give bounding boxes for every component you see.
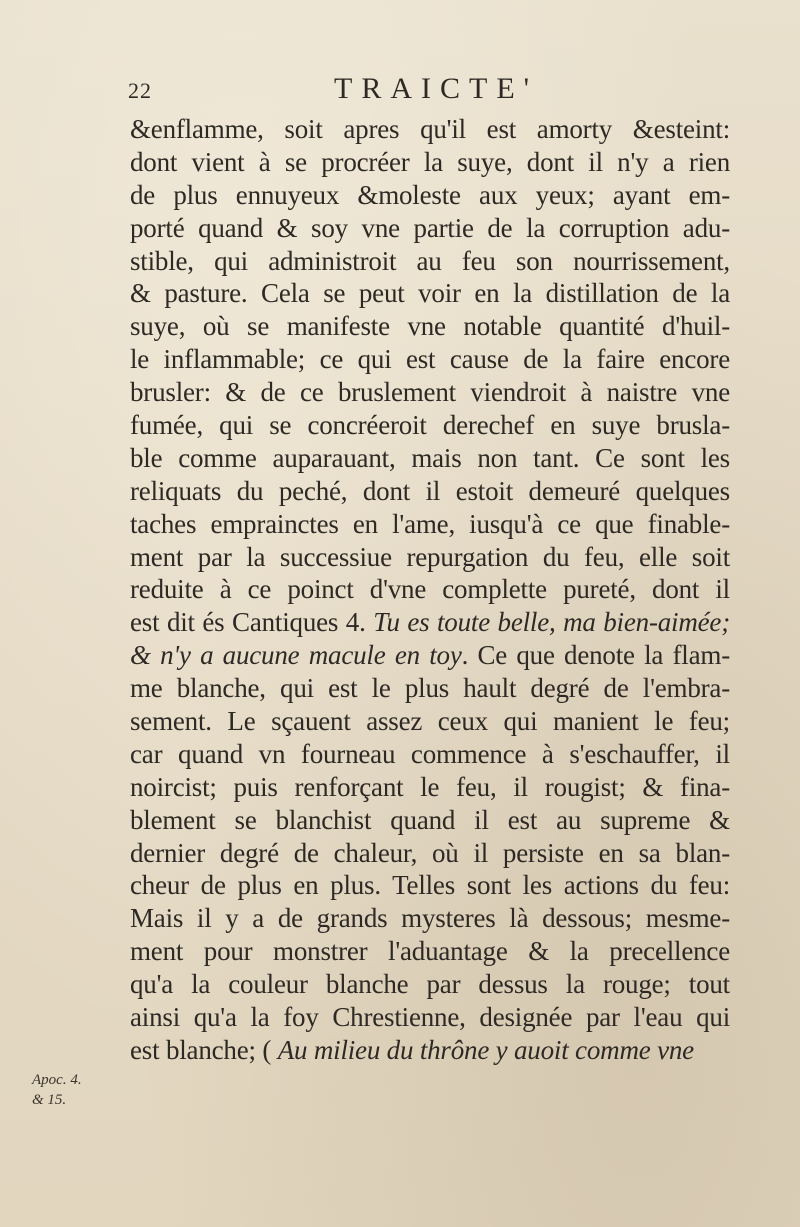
text-span: fumée, qui se concréeroit derechef en suye brusla- bbox=[130, 410, 730, 441]
text-span: porté quand & soy vne partie de la corruption adu- bbox=[130, 212, 730, 243]
text-line bbox=[130, 277, 730, 310]
text-span: suye, où se manifeste vne notable quantité d'huil- bbox=[130, 311, 730, 342]
text-line bbox=[130, 804, 730, 837]
running-head bbox=[128, 72, 728, 108]
text-line bbox=[130, 179, 730, 212]
text-line bbox=[130, 508, 730, 541]
text-span: &enflamme, soit apres qu'il est amorty &esteint: bbox=[130, 114, 730, 144]
text-line bbox=[130, 1034, 730, 1067]
marginal-note bbox=[32, 1070, 82, 1110]
text-span: cheur de plus en plus. Telles sont les actions du feu: bbox=[130, 870, 730, 901]
text-span: est blanche; ( bbox=[130, 1034, 278, 1065]
text-line bbox=[130, 475, 730, 508]
text-span: de plus ennuyeux &moleste aux yeux; ayant em- bbox=[130, 179, 730, 210]
text-span: me blanche, qui est le plus hault degré de l'embra- bbox=[130, 673, 730, 704]
text-line bbox=[130, 935, 730, 968]
body-text bbox=[130, 113, 730, 1067]
text-line bbox=[130, 146, 730, 179]
text-line bbox=[130, 541, 730, 574]
text-line bbox=[130, 573, 730, 606]
text-line bbox=[130, 738, 730, 771]
marginal-note-line: & 15. bbox=[32, 1092, 67, 1108]
text-span: stible, qui administroit au feu son nourrissement, bbox=[130, 245, 730, 276]
text-span: . Ce que denote la flam- bbox=[461, 640, 730, 671]
marginal-note-line: Apoc. 4. bbox=[32, 1072, 82, 1088]
text-span: qu'a la couleur blanche par dessus la rouge; tout bbox=[130, 969, 730, 1000]
text-line bbox=[130, 1001, 730, 1034]
text-line bbox=[130, 902, 730, 935]
text-line bbox=[130, 245, 730, 278]
italic-quotation: Tu es toute belle, ma bien-aimée; bbox=[373, 607, 730, 638]
text-span: dont vient à se procréer la suye, dont il n'y a rien bbox=[130, 146, 730, 177]
text-span: ment pour monstrer l'aduantage & la precellence bbox=[130, 936, 730, 967]
text-line bbox=[130, 343, 730, 376]
text-line bbox=[130, 310, 730, 343]
text-span: est dit és Cantiques 4. bbox=[130, 607, 374, 638]
text-span: ment par la successiue repurgation du feu, elle soit bbox=[130, 541, 730, 572]
text-line bbox=[130, 869, 730, 902]
text-span: ainsi qu'a la foy Chrestienne, designée par l'eau qui bbox=[130, 1002, 730, 1033]
text-line bbox=[130, 705, 730, 738]
italic-quotation: & n'y a aucune macule en toy bbox=[130, 640, 462, 671]
text-span: noircist; puis renforçant le feu, il rougist; & fina- bbox=[130, 771, 730, 802]
text-line bbox=[130, 672, 730, 705]
page-number: 22 bbox=[128, 78, 152, 103]
text-line bbox=[130, 771, 730, 804]
text-line bbox=[130, 113, 730, 146]
text-line bbox=[130, 639, 730, 672]
text-span: ble comme auparauant, mais non tant. Ce sont les bbox=[130, 442, 730, 473]
text-span: taches emprainctes en l'ame, iusqu'à ce que finable- bbox=[130, 508, 730, 539]
text-span: & pasture. Cela se peut voir en la distillation de la bbox=[130, 278, 730, 309]
text-span: le inflammable; ce qui est cause de la faire encore bbox=[130, 344, 730, 375]
italic-quotation: Au milieu du thrône y auoit comme vne bbox=[277, 1034, 694, 1065]
running-title: TRAICTE' bbox=[334, 72, 539, 105]
text-line bbox=[130, 968, 730, 1001]
text-span: reduite à ce poinct d'vne complette pureté, dont il bbox=[130, 574, 730, 605]
text-span: Mais il y a de grands mysteres là dessous; mesme- bbox=[130, 903, 730, 934]
text-span: car quand vn fourneau commence à s'eschauffer, il bbox=[130, 738, 730, 769]
text-span: dernier degré de chaleur, où il persiste en sa blan- bbox=[130, 837, 730, 868]
text-span: sement. Le sçauent assez ceux qui manient le feu; bbox=[130, 706, 730, 737]
text-span: blement se blanchist quand il est au supreme & bbox=[130, 804, 730, 835]
text-line bbox=[130, 442, 730, 475]
text-line bbox=[130, 212, 730, 245]
text-line bbox=[130, 837, 730, 870]
text-span: brusler: & de ce bruslement viendroit à naistre vne bbox=[130, 377, 730, 408]
text-line bbox=[130, 409, 730, 442]
text-line bbox=[130, 376, 730, 409]
text-line bbox=[130, 606, 730, 639]
text-span: reliquats du peché, dont il estoit demeuré quelques bbox=[130, 475, 730, 506]
